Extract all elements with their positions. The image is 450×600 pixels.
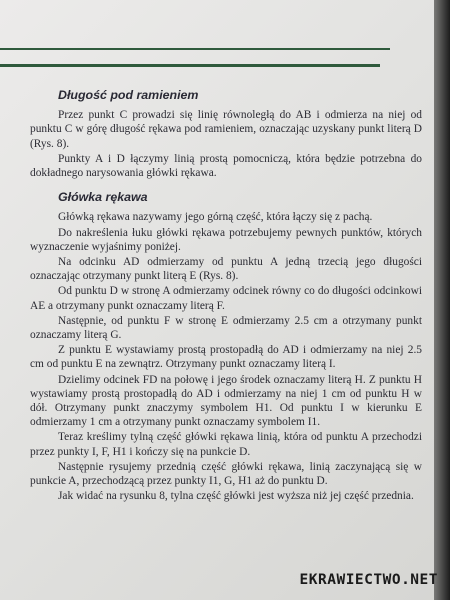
paragraph: Następnie rysujemy przednią część główki rękawa, linią zaczynającą się w punkcie A, przechodzącą przez punkty I1, G, H1 aż do punktu D. [30, 460, 422, 488]
paragraph: Główką rękawa nazywamy jego górną część, która łączy się z pachą. [58, 211, 373, 224]
section-heading-sleeve-cap: Główka rękawa [58, 190, 148, 205]
paragraph: Dzielimy odcinek FD na połowę i jego środek oznaczamy literą H. Z punktu H wystawiamy prostą prostopadłą do AD i odmierzamy na niej 1 cm od punktu H w dół. Otrzymany punkt znaczymy symbolem H1. Od punktu I w kierunku E odmierzamy 1 cm a otrzymany punkt oznaczamy symbolem I1. [30, 373, 422, 429]
header-rule-top [0, 48, 390, 50]
paragraph: Z punktu E wystawiamy prostą prostopadłą do AD i odmierzamy na niej 2.5 cm od punktu E na zewnątrz. Otrzymany punkt oznaczamy literą I. [30, 344, 422, 371]
paragraph: Punkty A i D łączymy linią prostą pomocniczą, która będzie potrzebna do dokładnego narysowania główki rękawa. [30, 152, 422, 180]
paragraph: Na odcinku AD odmierzamy od punktu A jedną trzecią jego długości oznaczając otrzymany punkt literą E (Rys. 8). [30, 256, 422, 283]
paragraph: Następnie, od punktu F w stronę E odmierzamy 2.5 cm a otrzymany punkt oznaczamy literą G. [30, 314, 422, 342]
section-heading-underarm-length: Długość pod ramieniem [58, 88, 199, 102]
page-edge-shadow [434, 0, 450, 600]
header-rule-bottom [0, 64, 380, 67]
paragraph: Teraz kreślimy tylną część główki rękawa linią, która od punktu A przechodzi przez punkty I, F, H1 i kończy się na punkcie D. [30, 431, 422, 458]
paragraph: Do nakreślenia łuku główki rękawa potrzebujemy pewnych punktów, których wyznaczenie wyjaśnimy poniżej. [30, 226, 422, 253]
paragraph: Od punktu D w stronę A odmierzamy odcinek równy co do długości odcinkowi AE a otrzymany punkt oznaczamy literą F. [30, 285, 422, 312]
paragraph: Przez punkt C prowadzi się linię równoległą do AB i odmierza na niej od punktu C w górę długość rękawa pod ramieniem, oznaczając uzyskany punkt literą D (Rys. 8). [30, 109, 422, 150]
paragraph: Jak widać na rysunku 8, tylna część główki jest wyższa niż jej część przednia. [58, 490, 414, 503]
page-content [30, 88, 422, 504]
watermark: EKRAWIECTWO.NET [299, 572, 438, 588]
